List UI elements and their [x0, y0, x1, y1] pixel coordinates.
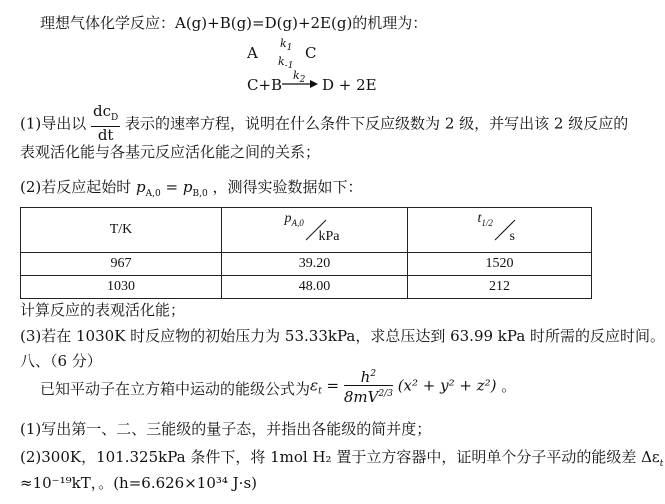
k2-label: $k_2$ [293, 69, 306, 86]
question-3: (3)若在 1030K 时反应物的初始压力为 53.33kPa，求总压达到 63.99 kPa 时所需的反应时间。 [20, 327, 665, 345]
table-cell: 1520 [408, 253, 592, 276]
step2-products: D + 2E [322, 76, 377, 94]
species-a: A [247, 44, 258, 62]
k-1-label: $k_{-1}$ [278, 55, 294, 72]
after-table-text: 计算反应的表观活化能； [20, 301, 186, 319]
data-table [20, 207, 592, 299]
reaction-arrow-icon [282, 79, 318, 89]
question-2: (2)若反应起始时 $p_{A,0} = p_{B,0}$ ，测得实验数据如下： [20, 178, 363, 199]
question-1: (1)导出以 $\frac{dc_D}{dt}$ 表示的速率方程，说明在什么条件下反应级数为 2 级，并写出该 2 级反应的 [20, 102, 629, 144]
header-pressure: $p_{A,0}$ kPa [222, 208, 408, 253]
rate-fraction: $\frac{dc_D}{dt}$ [93, 102, 119, 144]
table-cell: 967 [21, 253, 222, 276]
species-c: C [305, 44, 317, 62]
section-8-question-2: (2)300K，101.325kPa 条件下，将 1mol H₂ 置于立方容器中，证明单个分子平动的能级差 $\Delta\varepsilon_t$ [20, 448, 664, 469]
k1-label: $k_1$ [280, 37, 293, 54]
table-cell: 212 [408, 276, 592, 299]
energy-intro: 已知平动子在立方箱中运动的能级公式为 [40, 380, 311, 398]
table-cell: 39.20 [222, 253, 408, 276]
section-8-question-2-line2: ≈10⁻¹⁹kT，。(h=6.626×10³⁴ J·s) [20, 474, 257, 492]
section-8-question-1: (1)写出第一、二、三能级的量子态，并指出各能级的简并度； [20, 420, 432, 438]
question-1-line2: 表观活化能与各基元反应活化能之间的关系； [20, 143, 321, 161]
table-row [21, 253, 592, 276]
table-cell: 48.00 [222, 276, 408, 299]
energy-formula: $\varepsilon_t$ = $\frac{h^2}{8mV^{2/3}}$ (x² + y² + z²) 。 [310, 368, 517, 406]
section-8-heading: 八、（6 分） [20, 352, 102, 370]
intro-text: 理想气体化学反应：A(g)+B(g)=D(g)+2E(g)的机理为： [40, 14, 428, 32]
table-row [21, 276, 592, 299]
header-temperature: T/K [21, 208, 222, 253]
table-header-row [21, 208, 592, 253]
header-halflife: $t_{1/2}$ s [408, 208, 592, 253]
table-cell: 1030 [21, 276, 222, 299]
step2-reactants: C+B [247, 76, 283, 94]
